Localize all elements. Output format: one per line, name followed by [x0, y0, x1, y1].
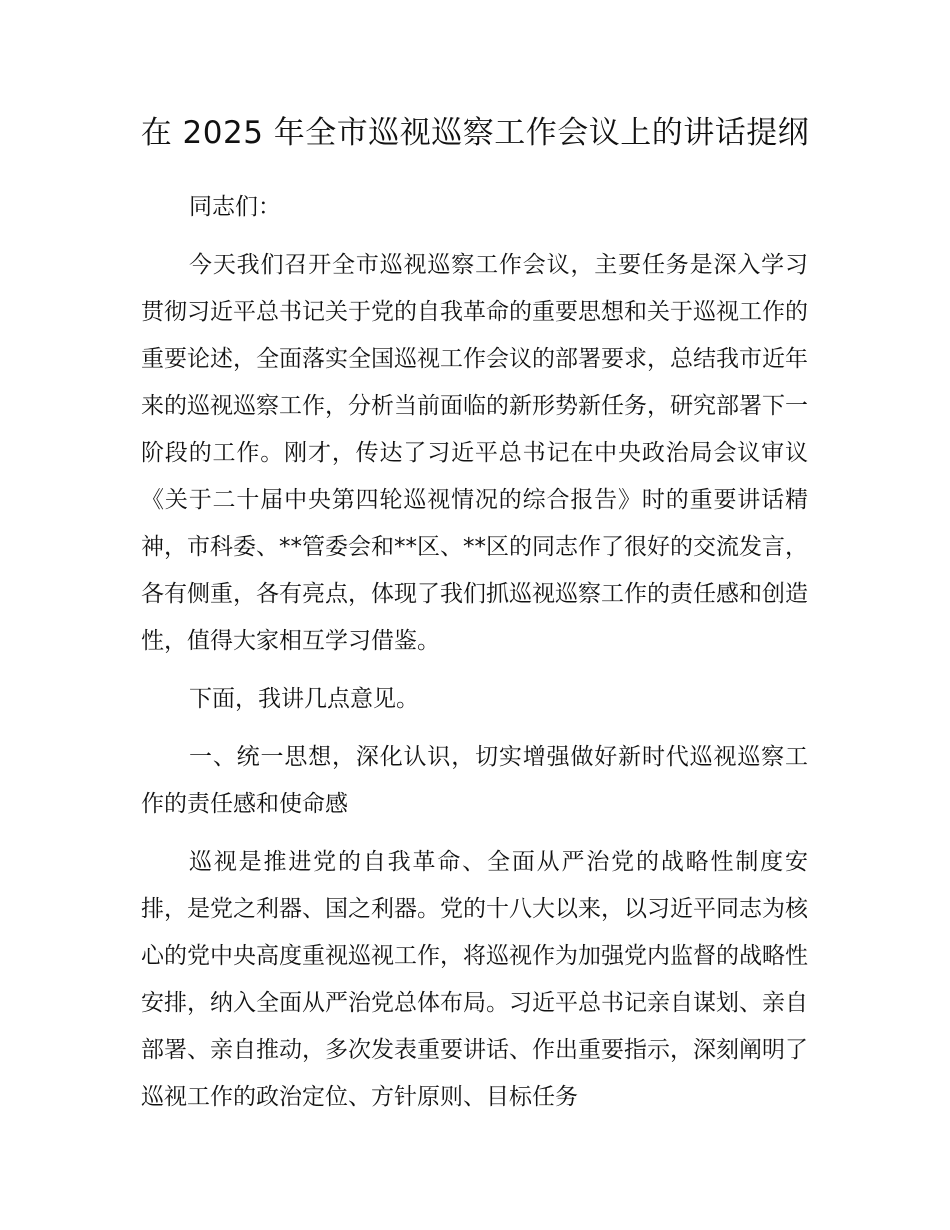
salutation-paragraph: 同志们：: [189, 194, 281, 220]
section-heading-1: 一、统一思想，深化认识，切实增强做好新时代巡视巡察工作的责任感和使命感: [141, 744, 808, 817]
section-1-paragraph: 巡视是推进党的自我革命、全面从严治党的战略性制度安排，是党之利器、国之利器。党的十八大以来，以习近平同志为核心的党中央高度重视巡视工作，将巡视作为加强党内监督的战略性安排，纳入全面从严治党总体布局。习近平总书记亲自谋划、亲自部署、亲自推动，多次发表重要讲话、作出重要指示，深刻阐明了巡视工作的政治定位、方针原则、目标任务: [141, 849, 808, 1110]
document-body: [141, 184, 808, 1132]
intro-paragraph: 今天我们召开全市巡视巡察工作会议，主要任务是深入学习贯彻习近平总书记关于党的自我革命的重要思想和关于巡视工作的重要论述，全面落实全国巡视工作会议的部署要求，总结我市近年来的巡视巡察工作，分析当前面临的新形势新任务，研究部署下一阶段的工作。刚才，传达了习近平总书记在中央政治局会议审议《关于二十届中央第四轮巡视情况的综合报告》时的重要讲话精神，市科委、**管委会和**区、**区的同志作了很好的交流发言，各有侧重，各有亮点，体现了我们抓巡视巡察工作的责任感和创造性，值得大家相互学习借鉴。: [141, 252, 808, 654]
document-title: 在 2025 年全市巡视巡察工作会议上的讲话提纲: [140, 115, 810, 151]
transition-paragraph: 下面，我讲几点意见。: [189, 686, 419, 712]
